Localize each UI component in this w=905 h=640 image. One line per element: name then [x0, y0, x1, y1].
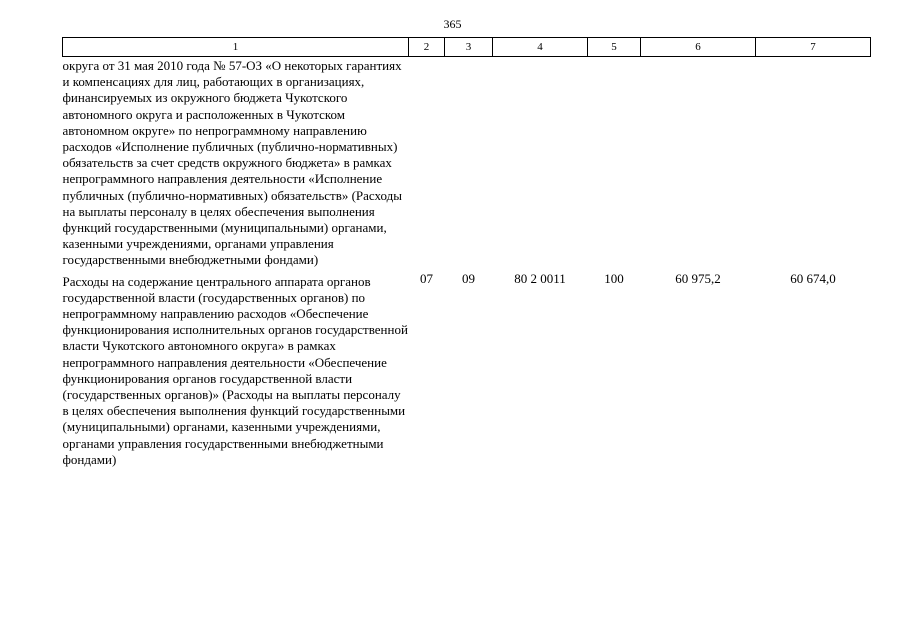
row-target-article — [493, 57, 588, 271]
column-header-1: 1 — [63, 38, 409, 57]
row-subsection: 09 — [462, 270, 475, 286]
row-description: Расходы на содержание центрального аппарата органов государственной власти (государственных органов) по непрограммному направлению расходов «Обеспечение функционирования исполнительных органов государственной власти Чукотского автономного округа» в рамках непрограммного направления деятельности «Обеспечение функционирования органов государственной власти (государственных органов)» (Расходы на выплаты персоналу в целях обеспечения выполнения функций государственными (муниципальными) органами, казенными учреждениями, органами управления государственными внебюджетными фондами) — [62, 273, 408, 467]
budget-table — [62, 37, 871, 468]
row-section: 07 — [420, 270, 433, 286]
row-subsection — [445, 57, 493, 271]
page-number: 365 — [443, 17, 462, 31]
column-header-4: 4 — [493, 38, 588, 57]
row-expense-type: 100 — [604, 270, 624, 286]
column-header-5: 5 — [588, 38, 641, 57]
table-row — [63, 271, 871, 468]
row-amount-1: 60 975,2 — [675, 270, 721, 286]
row-amount-2 — [756, 57, 871, 271]
row-expense-type — [588, 57, 641, 271]
header-row — [63, 38, 871, 57]
column-header-7: 7 — [756, 38, 871, 57]
row-section — [409, 57, 445, 271]
row-amount-1 — [641, 57, 756, 271]
row-target-article: 80 2 0011 — [514, 270, 566, 286]
row-description: округа от 31 мая 2010 года № 57-ОЗ «О некоторых гарантиях и компенсациях для лиц, работающих в организациях, финансируемых из окружного бюджета Чукотского автономного округа и расположенных в Чукотском автономном округе» по непрограммному направлению расходов «Исполнение публичных (публично-нормативных) обязательств за счет средств окружного бюджета» в рамках непрограммного направления деятельности «Исполнение публичных (публично-нормативных) обязательств» (Расходы на выплаты персоналу в целях обеспечения выполнения функций государственными (муниципальными) органами, казенными учреждениями, органами управления государственными внебюджетными фондами) — [62, 58, 403, 268]
row-amount-2: 60 674,0 — [790, 270, 836, 286]
column-header-3: 3 — [445, 38, 493, 57]
column-header-2: 2 — [409, 38, 445, 57]
table-row — [63, 57, 871, 271]
column-header-6: 6 — [641, 38, 756, 57]
